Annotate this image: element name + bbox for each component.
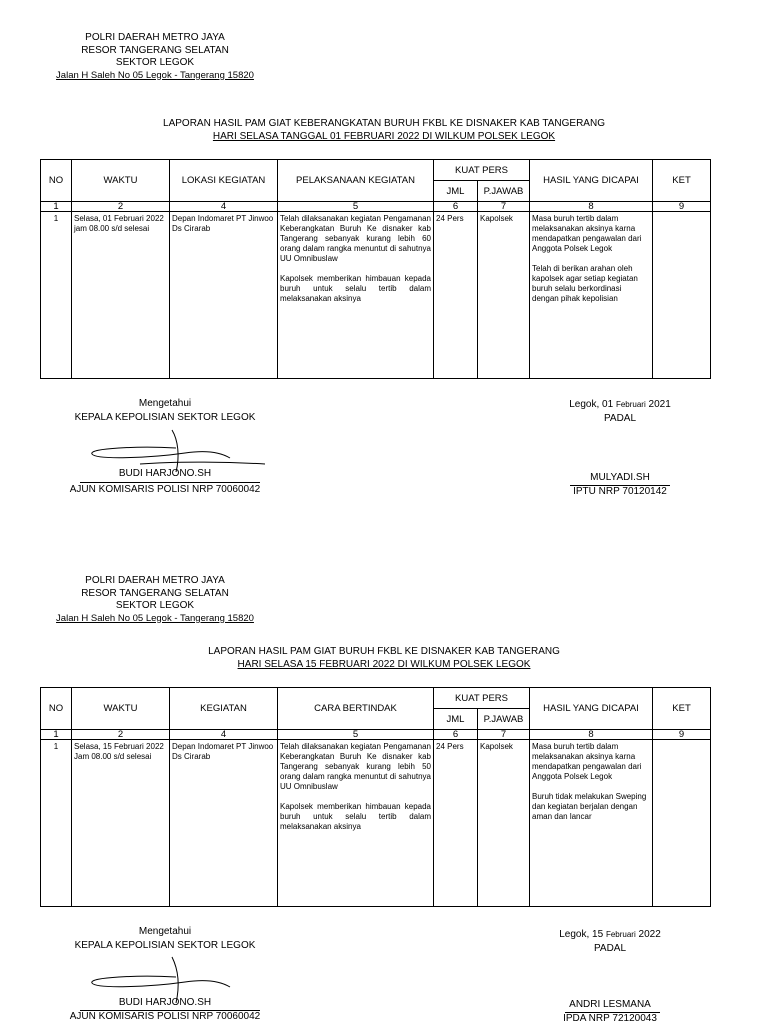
sign-month: Februari [615,400,646,409]
sign-place-date: Legok, 15 [559,929,604,940]
header-address: Jalan H Saleh No 05 Legok - Tangerang 15820 [56,612,254,624]
sign-date [540,398,700,412]
col-no: NO [41,160,72,202]
row-jml: 24 Pers [434,212,478,379]
report-1-header [45,32,265,82]
header-line1: POLRI DAERAH METRO JAYA [85,32,225,43]
num-cell: 9 [653,202,711,212]
pelaksanaan-paragraph-1: Telah dilaksanakan kegiatan Pengamanan Keberangkatan Buruh Ke disnaker kab Tangerang sebanyak kurang lebih 60 orang dalam rangka menuntut di sahutnya UU Omnibuslaw [280,214,431,263]
report-1-sign-left-rank [60,483,270,497]
num-cell: 6 [434,730,478,740]
num-cell: 5 [278,202,434,212]
report-1-sign-right-name [540,471,700,485]
row-pelaksanaan [278,212,434,379]
num-cell: 1 [41,202,72,212]
row-hasil [530,212,653,379]
num-cell: 7 [478,202,530,212]
sign-rank: IPDA NRP 72120043 [563,1013,657,1024]
row-pjawab: Kapolsek [478,212,530,379]
col-ket: KET [653,160,711,202]
col-kuat-pers: KUAT PERS [434,160,530,181]
report-1-sign-right-rank [540,485,700,499]
header-line2: RESOR TANGERANG SELATAN [81,587,229,599]
sign-place-date: Legok, 01 [569,399,614,410]
report-2-sign-right-name [530,998,690,1012]
header-line3: SEKTOR LEGOK [115,57,195,68]
num-cell: 4 [170,730,278,740]
num-cell: 4 [170,202,278,212]
header-line3: SEKTOR LEGOK [115,600,195,611]
num-cell: 1 [41,730,72,740]
sign-year: 2021 [648,399,671,410]
report-1-table [40,159,711,379]
title-line2: HARI SELASA TANGGAL 01 FEBRUARI 2022 DI WILKUM POLSEK LEGOK [212,131,556,142]
pelaksanaan-paragraph-2: Kapolsek memberikan himbauan kepada buruh untuk selalu tertib dalam melaksanakan aksinya [280,274,431,303]
col-pjawab: P.JAWAB [478,181,530,202]
hasil-paragraph-1: Masa buruh tertib dalam melaksanakan aksinya karna mendapatkan pengawalan dari Anggota Polsek Legok [532,742,642,781]
num-cell: 5 [278,730,434,740]
report-2-sign-left-rank [60,1010,270,1024]
num-cell: 6 [434,202,478,212]
row-no: 1 [41,212,72,379]
num-cell: 8 [530,730,653,740]
report-2-table [40,687,711,907]
sign-rank: AJUN KOMISARIS POLISI NRP 70060042 [69,484,261,495]
header-address: Jalan H Saleh No 05 Legok - Tangerang 15820 [56,69,254,81]
title-line2: HARI SELASA 15 FEBRUARI 2022 DI WILKUM POLSEK LEGOK [237,659,531,670]
report-1-title [0,117,768,143]
row-ket [653,740,711,907]
table-row [41,212,711,379]
col-jml: JML [434,181,478,202]
sign-position: PADAL [603,413,637,424]
sign-name: BUDI HARJONO.SH [118,997,212,1008]
sign-rank: AJUN KOMISARIS POLISI NRP 70060042 [69,1011,261,1022]
row-ket [653,212,711,379]
sign-position: PADAL [593,943,627,954]
col-ket: KET [653,688,711,730]
sign-name: ANDRI LESMANA [569,999,651,1010]
col-hasil: HASIL YANG DICAPAI [530,160,653,202]
sign-month: Februari [605,930,636,939]
row-waktu: Selasa, 01 Februari 2022 jam 08.00 s/d selesai [72,212,170,379]
col-jml: JML [434,709,478,730]
num-cell: 2 [72,730,170,740]
header-line1: POLRI DAERAH METRO JAYA [85,575,225,586]
report-1-sign-left-name [60,467,270,481]
col-no: NO [41,688,72,730]
col-cara-bertindak: CARA BERTINDAK [278,688,434,730]
sign-year: 2022 [638,929,661,940]
row-jml: 24 Pers [434,740,478,907]
pelaksanaan-paragraph-2: Kapolsek memberikan himbauan kepada buruh untuk selalu tertib dalam melaksanakan aksinya [280,802,431,831]
table-row [41,740,711,907]
row-hasil [530,740,653,907]
report-2-title [0,645,768,671]
col-kuat-pers: KUAT PERS [434,688,530,709]
report-2-sign-right [530,928,690,956]
report-2-sign-left [60,925,270,953]
col-waktu: WAKTU [72,688,170,730]
report-2-sign-left-name [60,996,270,1010]
report-1-sign-left [60,397,270,425]
num-cell: 9 [653,730,711,740]
row-pjawab: Kapolsek [478,740,530,907]
row-kegiatan: Depan Indomaret PT Jinwoo Ds Cirarab [170,740,278,907]
sign-date [530,928,690,942]
col-pelaksanaan: PELAKSANAAN KEGIATAN [278,160,434,202]
sign-label: Mengetahui [138,398,192,409]
sign-position: KEPALA KEPOLISIAN SEKTOR LEGOK [74,412,256,423]
row-no: 1 [41,740,72,907]
sign-label: Mengetahui [138,926,192,937]
col-hasil: HASIL YANG DICAPAI [530,688,653,730]
report-2-header [45,575,265,625]
row-cara-bertindak [278,740,434,907]
hasil-paragraph-2: Telah di berikan arahan oleh kapolsek agar setiap kegiatan buruh selalu berkordinasi dengan pihak kepolisian [532,264,638,303]
pelaksanaan-paragraph-1: Telah dilaksanakan kegiatan Pengamanan Keberangkatan Buruh Ke disnaker kab Tangerang sebanyak kurang lebih 50 orang dalam rangka menuntut di sahutnya UU Omnibuslaw [280,742,431,791]
col-kegiatan: KEGIATAN [170,688,278,730]
title-line1: LAPORAN HASIL PAM GIAT BURUH FKBL KE DISNAKER KAB TANGERANG [208,646,560,657]
report-1-sign-right [540,398,700,426]
row-waktu: Selasa, 15 Februari 2022 Jam 08.00 s/d selesai [72,740,170,907]
sign-rank: IPTU NRP 70120142 [573,486,667,497]
num-cell: 2 [72,202,170,212]
hasil-paragraph-2: Buruh tidak melakukan Sweping dan kegiatan berjalan dengan aman dan lancar [532,792,647,821]
sign-position: KEPALA KEPOLISIAN SEKTOR LEGOK [74,940,256,951]
sign-name: BUDI HARJONO.SH [118,468,212,479]
num-cell: 8 [530,202,653,212]
col-lokasi: LOKASI KEGIATAN [170,160,278,202]
col-pjawab: P.JAWAB [478,709,530,730]
title-line1: LAPORAN HASIL PAM GIAT KEBERANGKATAN BURUH FKBL KE DISNAKER KAB TANGERANG [163,118,605,129]
num-cell: 7 [478,730,530,740]
hasil-paragraph-1: Masa buruh tertib dalam melaksanakan aksinya karna mendapatkan pengawalan dari Anggota Polsek Legok [532,214,642,253]
sign-name: MULYADI.SH [590,472,650,483]
row-lokasi: Depan Indomaret PT Jinwoo Ds Cirarab [170,212,278,379]
col-waktu: WAKTU [72,160,170,202]
header-line2: RESOR TANGERANG SELATAN [81,44,229,56]
